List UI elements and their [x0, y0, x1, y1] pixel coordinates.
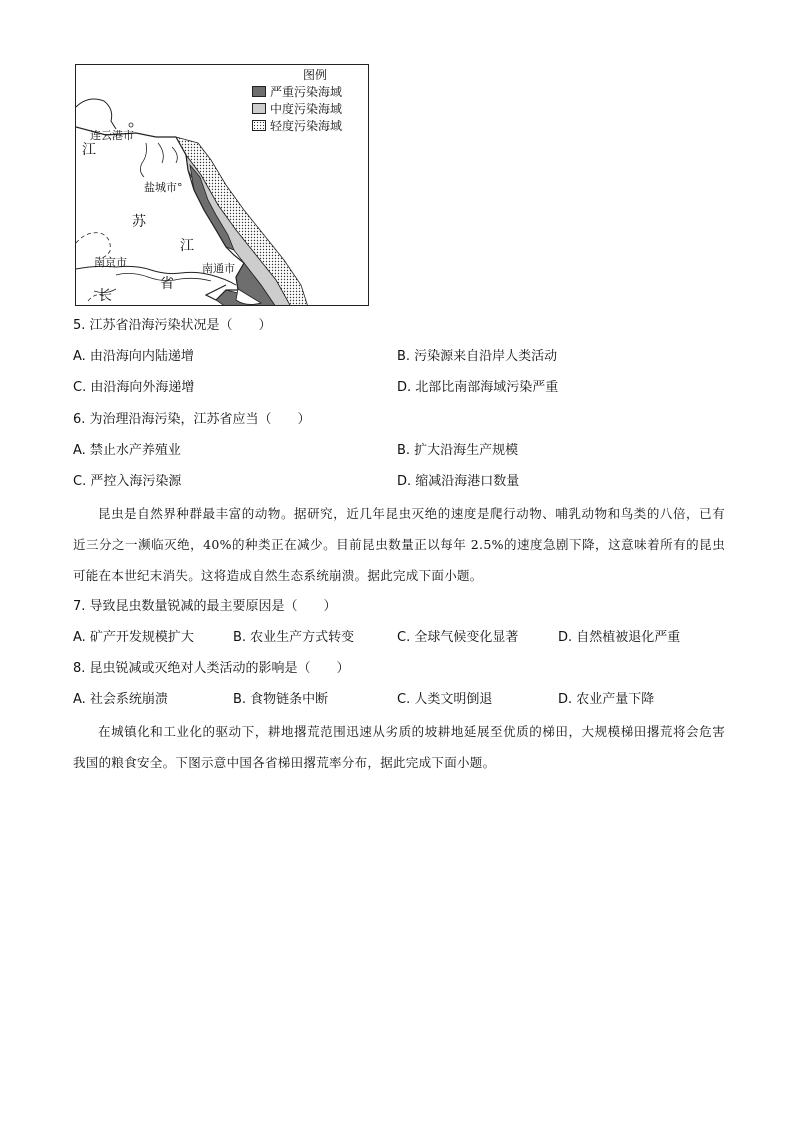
north-coast-detail	[76, 99, 116, 129]
pollution-map	[75, 64, 369, 306]
question-8-option-a: A. 社会系统崩溃	[73, 692, 168, 707]
question-5-option-a: A. 由沿海向内陆递增	[73, 349, 194, 364]
legend-swatch-light	[252, 120, 266, 131]
legend-item-medium	[252, 100, 366, 117]
river-branch-1	[158, 143, 163, 163]
question-7-option-a: A. 矿产开发规模扩大	[73, 630, 194, 645]
legend-label-light: 轻度污染海域	[270, 118, 343, 133]
question-7-option-c: C. 全球气候变化显著	[397, 630, 519, 645]
question-5-option-c: C. 由沿海向外海递增	[73, 380, 195, 395]
label-nanjing: 南京市	[94, 256, 127, 269]
label-nantong: 南通市	[202, 262, 235, 275]
question-7-stem: 7. 导致昆虫数量锐减的最主要原因是（ ）	[73, 599, 337, 614]
question-8-option-d: D. 农业产量下降	[558, 692, 655, 707]
terrace-passage: 在城镇化和工业化的驱动下，耕地撂荒范围迅速从劣质的坡耕地延展至优质的梯田，大规模梯田撂荒将会危害我国的粮食安全。下图示意中国各省梯田撂荒率分布，据此完成下面小题。	[73, 724, 725, 770]
question-8-stem: 8. 昆虫锐减或灭绝对人类活动的影响是（ ）	[73, 661, 350, 676]
question-5-option-d: D. 北部比南部海域污染严重	[397, 380, 559, 395]
insect-passage: 昆虫是自然界种群最丰富的动物。据研究，近几年昆虫灭绝的速度是爬行动物、哺乳动物和鸟类的八倍，已有近三分之一濒临灭绝，40%的种类正在减少。目前昆虫数量正以每年 2.5%的速度急剧下降，这意味着所有的昆虫可能在本世纪末消失。这将造成自然生态系统崩溃。据此完成下面小题。	[73, 506, 725, 583]
question-5-option-b: B. 污染源来自沿岸人类活动	[397, 349, 558, 364]
question-7-option-d: D. 自然植被退化严重	[558, 630, 681, 645]
question-5-stem: 5. 江苏省沿海污染状况是（ ）	[73, 318, 272, 333]
question-8-option-b: B. 食物链条中断	[233, 692, 329, 707]
legend-item-severe	[252, 83, 366, 100]
question-6-option-c: C. 严控入海污染源	[73, 474, 182, 489]
question-6-stem: 6. 为治理沿海污染，江苏省应当（ ）	[73, 412, 311, 427]
river-north	[140, 143, 146, 177]
map-legend	[252, 67, 366, 134]
label-lianyungang: 连云港市	[90, 129, 134, 142]
label-su: 苏	[132, 214, 146, 230]
label-sheng: 省	[160, 276, 174, 292]
question-6-option-d: D. 缩减沿海港口数量	[397, 474, 520, 489]
label-jiang-top: 江	[82, 142, 96, 158]
legend-title: 图例	[302, 68, 327, 82]
label-chang: 长	[98, 288, 112, 304]
question-6-option-a: A. 禁止水产养殖业	[73, 443, 181, 458]
label-yancheng: 盐城市°	[144, 181, 183, 194]
legend-label-medium: 中度污染海域	[270, 101, 343, 116]
legend-item-light	[252, 117, 366, 134]
question-7-option-b: B. 农业生产方式转变	[233, 630, 355, 645]
lianyungang-dot	[129, 123, 133, 127]
legend-swatch-medium	[252, 103, 266, 114]
label-jiang-mid: 江	[180, 238, 194, 254]
legend-swatch-severe	[252, 86, 266, 97]
legend-label-severe: 严重污染海域	[270, 84, 343, 99]
question-8-option-c: C. 人类文明倒退	[397, 692, 493, 707]
river-branch-2	[172, 147, 177, 163]
question-6-option-b: B. 扩大沿海生产规模	[397, 443, 519, 458]
